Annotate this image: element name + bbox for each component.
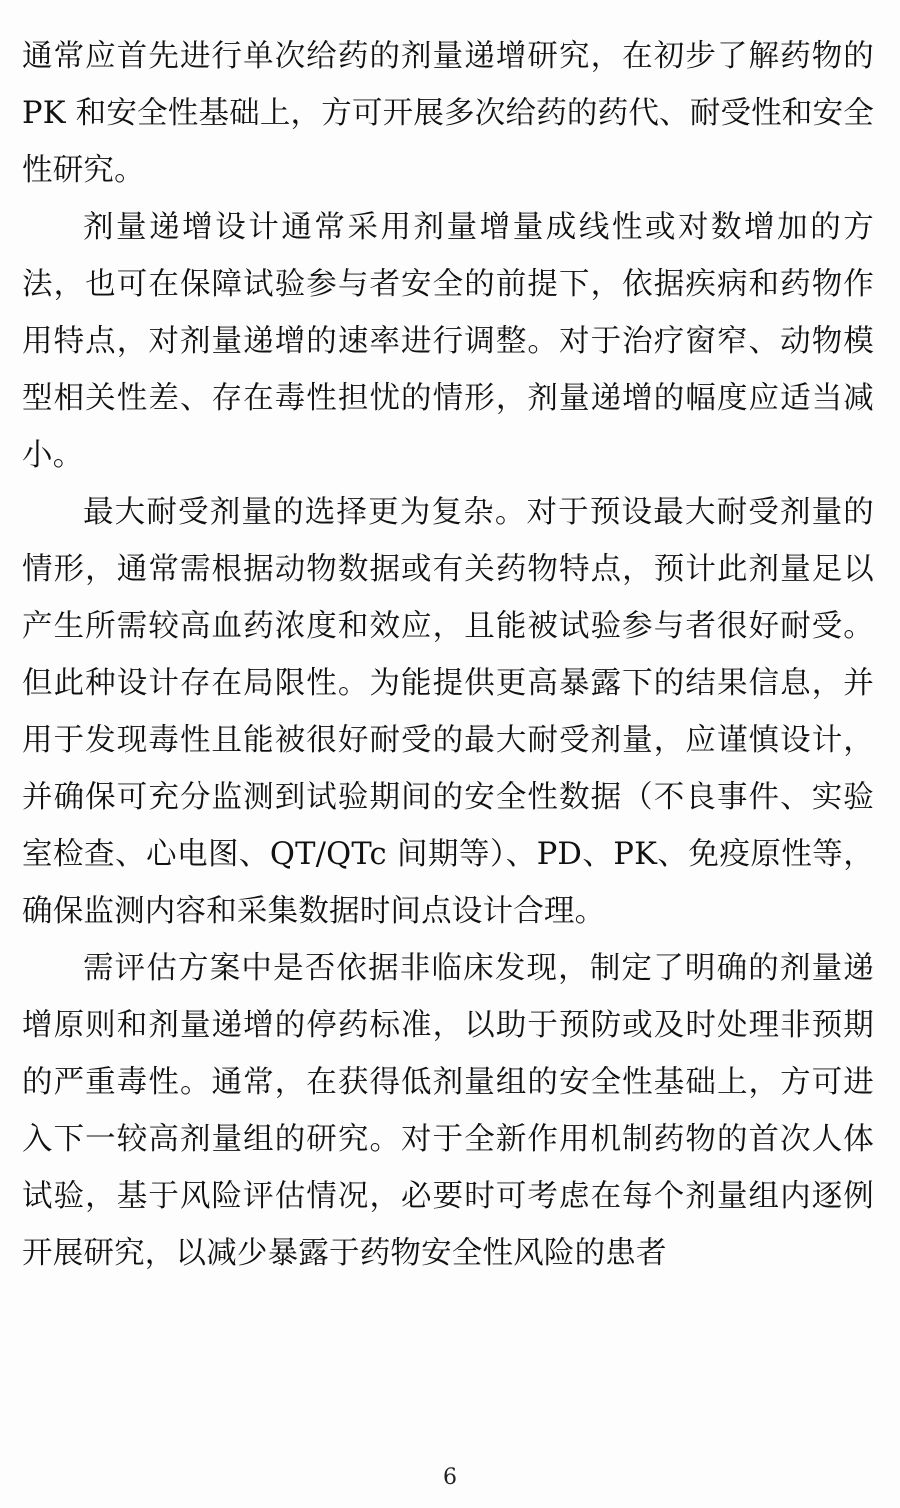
page-number: 6 bbox=[443, 1465, 457, 1490]
paragraph-3: 最大耐受剂量的选择更为复杂。对于预设最大耐受剂量的情形，通常需根据动物数据或有关药物特点，预计此剂量足以产生所需较高血药浓度和效应，且能被试验参与者很好耐受。但此种设计存在局限性。为能提供更高暴露下的结果信息，并用于发现毒性且能被很好耐受的最大耐受剂量，应谨慎设计，并确保可充分监测到试验期间的安全性数据（不良事件、实验室检查、心电图、QT/QTc 间期等）、PD、PK、免疫原性等，确保监测内容和采集数据时间点设计合理。 bbox=[22, 495, 874, 929]
paragraph-2: 剂量递增设计通常采用剂量增量成线性或对数增加的方法，也可在保障试验参与者安全的前提下，依据疾病和药物作用特点，对剂量递增的速率进行调整。对于治疗窗窄、动物模型相关性差、存在毒性担忧的情形，剂量递增的幅度应适当减小。 bbox=[22, 210, 874, 473]
page-body bbox=[22, 28, 874, 1282]
paragraph-4: 需评估方案中是否依据非临床发现，制定了明确的剂量递增原则和剂量递增的停药标准，以助于预防或及时处理非预期的严重毒性。通常，在获得低剂量组的安全性基础上，方可进入下一较高剂量组的研究。对于全新作用机制药物的首次人体试验，基于风险评估情况，必要时可考虑在每个剂量组内逐例开展研究，以减少暴露于药物安全性风险的患者 bbox=[22, 951, 874, 1271]
paragraph-1: 通常应首先进行单次给药的剂量递增研究，在初步了解药物的 PK 和安全性基础上，方可开展多次给药的药代、耐受性和安全性研究。 bbox=[22, 39, 874, 188]
